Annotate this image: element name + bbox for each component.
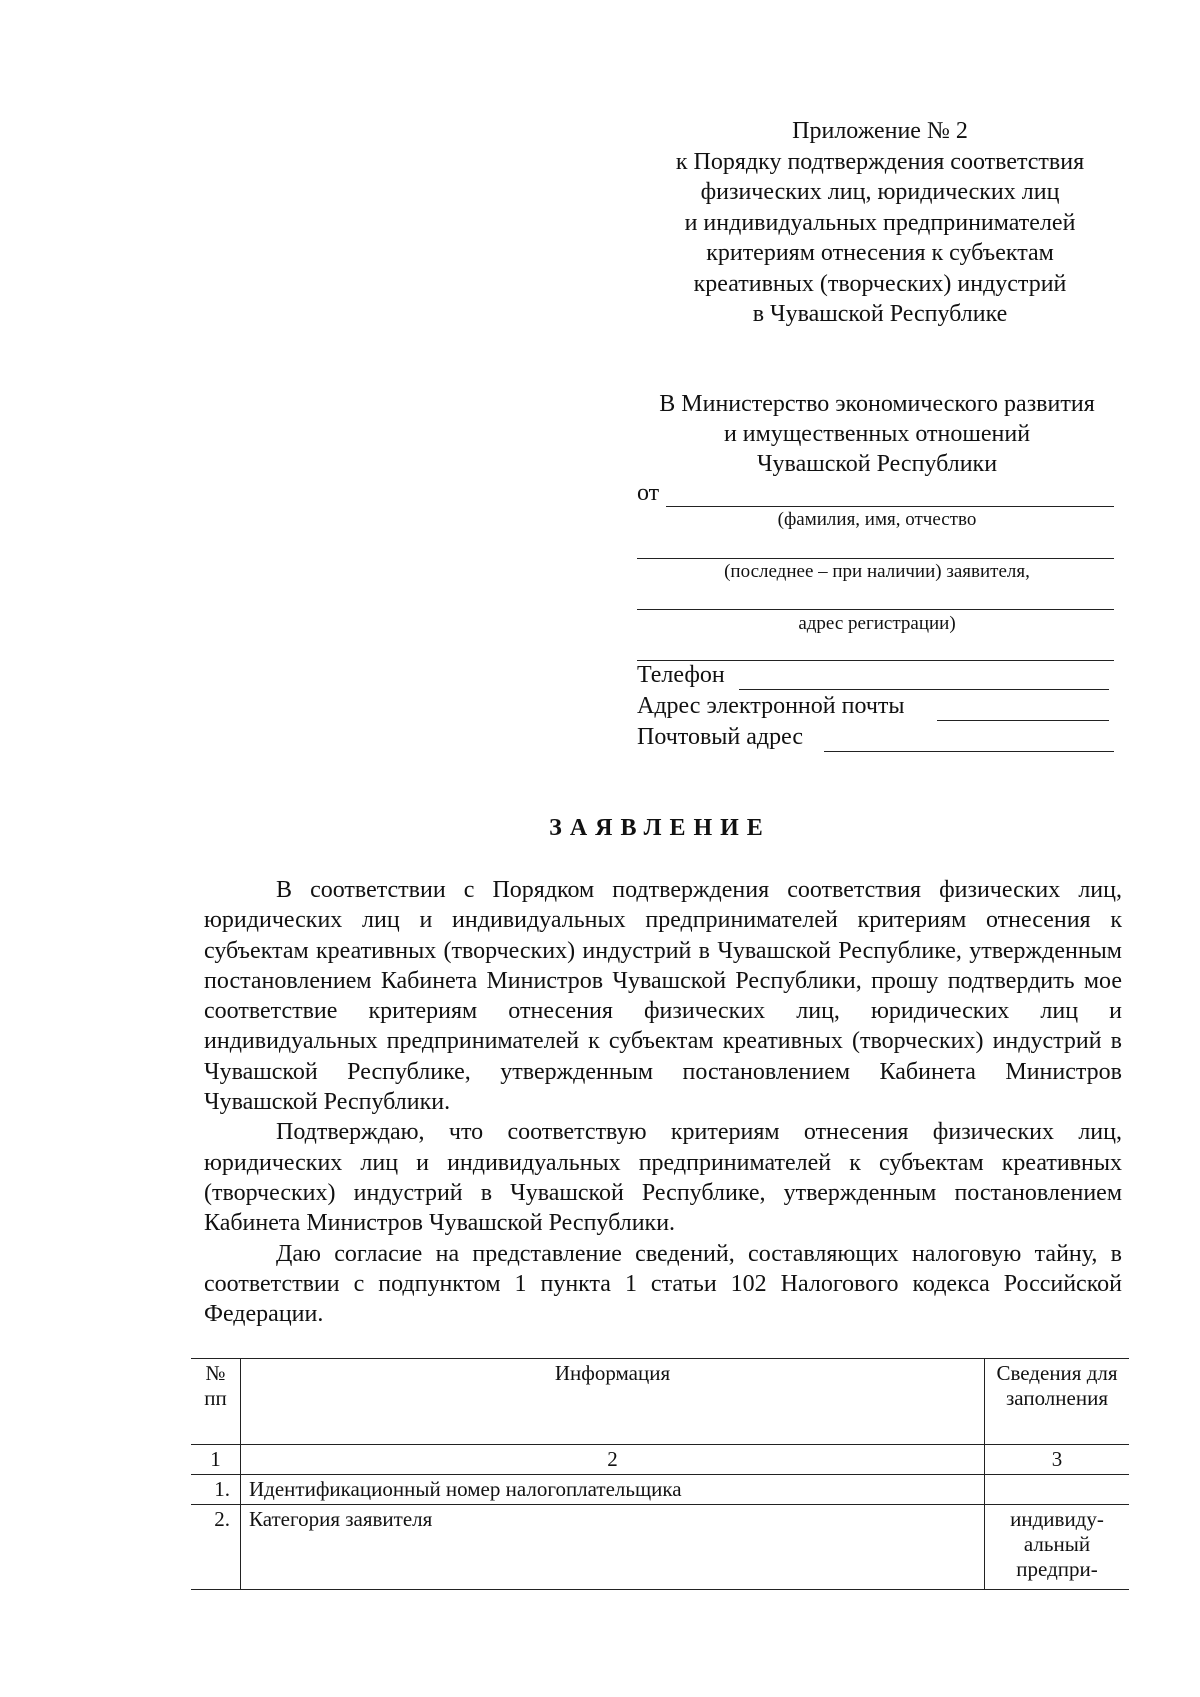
addressee-line: Чувашской Республики (756, 451, 998, 477)
table-row (191, 1505, 1129, 1590)
annex-line: физических лиц, юридических лиц (700, 179, 1060, 205)
header-information: Информация (241, 1359, 985, 1445)
registration-caption: адрес регистрации) (798, 613, 956, 634)
from-label: от (637, 480, 660, 506)
numbering-cell: 2 (241, 1445, 985, 1475)
fio-caption: (фамилия, имя, отчество (777, 509, 977, 530)
header-details: Сведения для заполнения (985, 1359, 1130, 1445)
row-value[interactable]: индивидуальный предпри- (985, 1505, 1130, 1590)
registration-line-2[interactable] (637, 660, 1114, 661)
postal-line[interactable] (824, 751, 1114, 752)
registration-line[interactable] (637, 609, 1114, 610)
addressee-line: и имущественных отношений (723, 421, 1031, 447)
paragraph: Подтверждаю, что соответствую критериям отнесения физических лиц, юридических лиц и индивидуальных предпринимателей к субъектам креативных (творческих) индустрий в Чувашской Республике, утвержденным постановлением Кабинета Министров Чувашской Республики. (204, 1119, 1122, 1237)
fio-caption-2: (последнее – при наличии) заявителя, (724, 561, 1030, 582)
row-number: 1. (191, 1475, 241, 1505)
fio-line-2[interactable] (637, 558, 1114, 559)
numbering-cell: 3 (985, 1445, 1130, 1475)
statement-body (204, 875, 1122, 1329)
paragraph: Даю согласие на представление сведений, составляющих налоговую тайну, в соответствии с подпунктом 1 пункта 1 статьи 102 Налогового кодекса Российской Федерации. (204, 1240, 1122, 1328)
annex-header (630, 116, 1130, 330)
postal-label: Почтовый адрес (637, 724, 804, 750)
information-table (191, 1358, 1129, 1590)
annex-line: креативных (творческих) индустрий (693, 270, 1067, 297)
row-number: 2. (191, 1505, 241, 1590)
paragraph: В соответствии с Порядком подтверждения соответствия физических лиц, юридических лиц и индивидуальных предпринимателей критериям отнесения к субъектам креативных (творческих) индустрий в Чувашской Республике, утвержденным постановлением Кабинета Министров Чувашской Республики, прошу подтвердить мое соответствие критериям отнесения физических лиц, юридических лиц и индивидуальных предпринимателей к субъектам креативных (творческих) индустрий в Чувашской Республике, утвержденным постановлением Кабинета Министров Чувашской Республики. (204, 877, 1122, 1116)
row-value[interactable] (985, 1475, 1130, 1505)
annex-line: и индивидуальных предпринимателей (684, 209, 1076, 236)
table-numbering-row (191, 1445, 1129, 1475)
annex-line: в Чувашской Республике (752, 301, 1008, 327)
table-row (191, 1475, 1129, 1505)
addressee-line: В Министерство экономического развития (659, 391, 1095, 417)
fio-line[interactable] (666, 506, 1114, 507)
row-info: Идентификационный номер налогоплательщика (241, 1475, 985, 1505)
table-header-row (191, 1359, 1129, 1445)
phone-label: Телефон (637, 662, 725, 688)
annex-line: к Порядку подтверждения соответствия (675, 148, 1085, 175)
annex-line: критериям отнесения к субъектам (706, 240, 1054, 266)
row-info: Категория заявителя (241, 1505, 985, 1590)
numbering-cell: 1 (191, 1445, 241, 1475)
addressee-block (637, 389, 1117, 479)
header-number: № пп (191, 1359, 241, 1445)
annex-line: Приложение № 2 (792, 118, 968, 144)
phone-line[interactable] (739, 689, 1109, 690)
email-label: Адрес электронной почты (637, 693, 905, 719)
email-line[interactable] (937, 720, 1109, 721)
document-title: ЗАЯВЛЕНИЕ (549, 815, 771, 841)
